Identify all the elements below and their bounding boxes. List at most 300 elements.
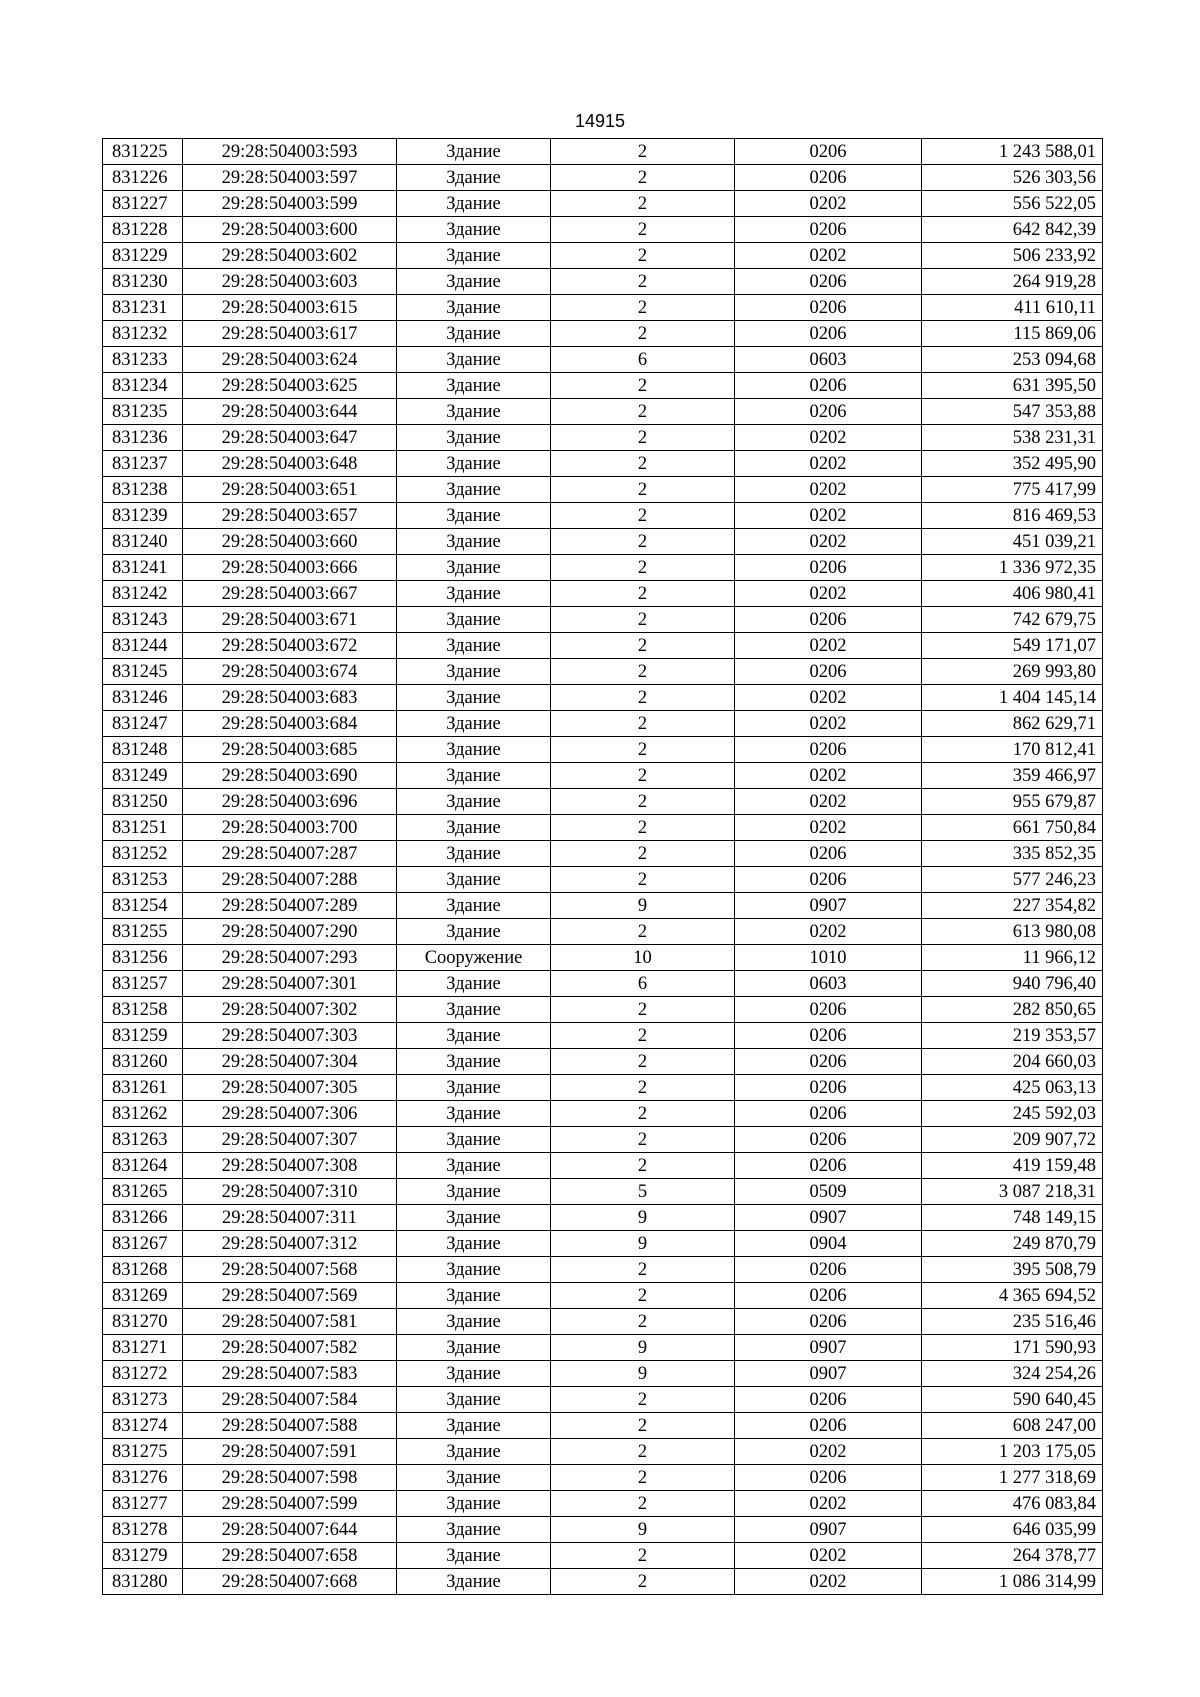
cadastral-value-cell: 171 590,93 [922,1335,1103,1361]
row-number-cell: 831253 [103,867,183,893]
table-row [103,1439,1103,1465]
object-type-cell: Здание [397,633,551,659]
cadastral-value-cell: 538 231,31 [922,425,1103,451]
object-type-cell: Здание [397,659,551,685]
cadastral-value-cell: 451 039,21 [922,529,1103,555]
cadastral-number-cell: 29:28:504003:617 [183,321,397,347]
row-number-cell: 831255 [103,919,183,945]
object-type-cell: Здание [397,763,551,789]
cadastral-value-cell: 608 247,00 [922,1413,1103,1439]
cadastral-value-cell: 955 679,87 [922,789,1103,815]
row-number-cell: 831274 [103,1413,183,1439]
cadastral-number-cell: 29:28:504007:293 [183,945,397,971]
subgroup-code-cell: 0206 [735,1049,922,1075]
cadastral-value-cell: 209 907,72 [922,1127,1103,1153]
group-number-cell: 2 [551,867,735,893]
subgroup-code-cell: 0603 [735,971,922,997]
cadastral-number-cell: 29:28:504003:671 [183,607,397,633]
group-number-cell: 2 [551,191,735,217]
cadastral-value-cell: 4 365 694,52 [922,1283,1103,1309]
row-number-cell: 831266 [103,1205,183,1231]
table-row [103,451,1103,477]
object-type-cell: Здание [397,607,551,633]
group-number-cell: 10 [551,945,735,971]
group-number-cell: 2 [551,711,735,737]
subgroup-code-cell: 0206 [735,139,922,165]
cadastral-value-cell: 249 870,79 [922,1231,1103,1257]
object-type-cell: Здание [397,1465,551,1491]
cadastral-number-cell: 29:28:504003:648 [183,451,397,477]
row-number-cell: 831268 [103,1257,183,1283]
row-number-cell: 831256 [103,945,183,971]
subgroup-code-cell: 0202 [735,243,922,269]
object-type-cell: Здание [397,1491,551,1517]
table-row [103,919,1103,945]
cadastral-value-cell: 577 246,23 [922,867,1103,893]
table-row [103,1361,1103,1387]
cadastral-number-cell: 29:28:504007:305 [183,1075,397,1101]
subgroup-code-cell: 0202 [735,451,922,477]
table-row [103,1075,1103,1101]
table-row [103,191,1103,217]
cadastral-value-cell: 425 063,13 [922,1075,1103,1101]
cadastral-number-cell: 29:28:504007:599 [183,1491,397,1517]
object-type-cell: Сооружение [397,945,551,971]
table-row [103,1205,1103,1231]
object-type-cell: Здание [397,1413,551,1439]
group-number-cell: 2 [551,841,735,867]
table-row [103,1543,1103,1569]
subgroup-code-cell: 0202 [735,191,922,217]
object-type-cell: Здание [397,529,551,555]
subgroup-code-cell: 0206 [735,1075,922,1101]
table-row [103,789,1103,815]
table-row [103,347,1103,373]
row-number-cell: 831241 [103,555,183,581]
cadastral-value-cell: 549 171,07 [922,633,1103,659]
row-number-cell: 831257 [103,971,183,997]
cadastral-number-cell: 29:28:504003:685 [183,737,397,763]
row-number-cell: 831249 [103,763,183,789]
object-type-cell: Здание [397,789,551,815]
table-row [103,1023,1103,1049]
object-type-cell: Здание [397,347,551,373]
table-row [103,711,1103,737]
cadastral-value-cell: 775 417,99 [922,477,1103,503]
cadastral-value-cell: 3 087 218,31 [922,1179,1103,1205]
cadastral-value-cell: 204 660,03 [922,1049,1103,1075]
group-number-cell: 2 [551,607,735,633]
object-type-cell: Здание [397,867,551,893]
subgroup-code-cell: 0206 [735,555,922,581]
subgroup-code-cell: 0202 [735,1543,922,1569]
subgroup-code-cell: 0509 [735,1179,922,1205]
subgroup-code-cell: 0202 [735,711,922,737]
group-number-cell: 2 [551,1153,735,1179]
row-number-cell: 831234 [103,373,183,399]
cadastral-number-cell: 29:28:504007:289 [183,893,397,919]
object-type-cell: Здание [397,555,551,581]
group-number-cell: 9 [551,1335,735,1361]
group-number-cell: 2 [551,581,735,607]
cadastral-value-cell: 547 353,88 [922,399,1103,425]
object-type-cell: Здание [397,191,551,217]
group-number-cell: 2 [551,269,735,295]
table-row [103,685,1103,711]
object-type-cell: Здание [397,477,551,503]
cadastral-number-cell: 29:28:504003:597 [183,165,397,191]
object-type-cell: Здание [397,399,551,425]
cadastral-number-cell: 29:28:504003:615 [183,295,397,321]
group-number-cell: 6 [551,971,735,997]
table-row [103,425,1103,451]
row-number-cell: 831264 [103,1153,183,1179]
row-number-cell: 831237 [103,451,183,477]
subgroup-code-cell: 0202 [735,425,922,451]
subgroup-code-cell: 0206 [735,269,922,295]
subgroup-code-cell: 0206 [735,841,922,867]
row-number-cell: 831247 [103,711,183,737]
row-number-cell: 831252 [103,841,183,867]
object-type-cell: Здание [397,503,551,529]
row-number-cell: 831254 [103,893,183,919]
subgroup-code-cell: 0206 [735,1127,922,1153]
table-row [103,841,1103,867]
subgroup-code-cell: 0206 [735,867,922,893]
subgroup-code-cell: 0202 [735,789,922,815]
cadastral-number-cell: 29:28:504007:568 [183,1257,397,1283]
cadastral-value-cell: 419 159,48 [922,1153,1103,1179]
object-type-cell: Здание [397,1205,551,1231]
group-number-cell: 2 [551,789,735,815]
row-number-cell: 831239 [103,503,183,529]
subgroup-code-cell: 0206 [735,1387,922,1413]
cadastral-number-cell: 29:28:504003:602 [183,243,397,269]
row-number-cell: 831278 [103,1517,183,1543]
subgroup-code-cell: 0206 [735,1257,922,1283]
group-number-cell: 2 [551,1257,735,1283]
table-row [103,893,1103,919]
object-type-cell: Здание [397,269,551,295]
cadastral-value-cell: 1 336 972,35 [922,555,1103,581]
cadastral-number-cell: 29:28:504007:644 [183,1517,397,1543]
table-row [103,867,1103,893]
group-number-cell: 2 [551,243,735,269]
table-row [103,945,1103,971]
group-number-cell: 2 [551,529,735,555]
object-type-cell: Здание [397,1231,551,1257]
subgroup-code-cell: 0202 [735,503,922,529]
table-row [103,1491,1103,1517]
cadastral-value-cell: 245 592,03 [922,1101,1103,1127]
cadastral-value-cell: 324 254,26 [922,1361,1103,1387]
object-type-cell: Здание [397,1049,551,1075]
cadastral-number-cell: 29:28:504003:674 [183,659,397,685]
cadastral-number-cell: 29:28:504007:288 [183,867,397,893]
cadastral-number-cell: 29:28:504003:690 [183,763,397,789]
cadastral-value-cell: 11 966,12 [922,945,1103,971]
table-row [103,529,1103,555]
table-row [103,1257,1103,1283]
object-type-cell: Здание [397,1387,551,1413]
group-number-cell: 2 [551,1413,735,1439]
cadastral-value-cell: 556 522,05 [922,191,1103,217]
object-type-cell: Здание [397,1309,551,1335]
cadastral-number-cell: 29:28:504003:651 [183,477,397,503]
cadastral-number-cell: 29:28:504003:683 [183,685,397,711]
subgroup-code-cell: 0202 [735,763,922,789]
cadastral-value-cell: 1 243 588,01 [922,139,1103,165]
cadastral-value-cell: 476 083,84 [922,1491,1103,1517]
cadastral-value-cell: 646 035,99 [922,1517,1103,1543]
object-type-cell: Здание [397,1439,551,1465]
table-row [103,1127,1103,1153]
group-number-cell: 2 [551,815,735,841]
cadastral-number-cell: 29:28:504003:672 [183,633,397,659]
object-type-cell: Здание [397,893,551,919]
cadastral-value-cell: 816 469,53 [922,503,1103,529]
table-row [103,737,1103,763]
row-number-cell: 831246 [103,685,183,711]
group-number-cell: 2 [551,1387,735,1413]
cadastral-number-cell: 29:28:504007:310 [183,1179,397,1205]
group-number-cell: 2 [551,373,735,399]
subgroup-code-cell: 0202 [735,529,922,555]
cadastral-number-cell: 29:28:504007:668 [183,1569,397,1595]
row-number-cell: 831271 [103,1335,183,1361]
table-row [103,1101,1103,1127]
cadastral-value-table [102,138,1103,1595]
subgroup-code-cell: 0907 [735,1335,922,1361]
table-row [103,1413,1103,1439]
row-number-cell: 831227 [103,191,183,217]
subgroup-code-cell: 0206 [735,997,922,1023]
cadastral-value-cell: 115 869,06 [922,321,1103,347]
group-number-cell: 2 [551,763,735,789]
group-number-cell: 2 [551,217,735,243]
cadastral-number-cell: 29:28:504003:624 [183,347,397,373]
group-number-cell: 2 [551,1283,735,1309]
cadastral-value-cell: 742 679,75 [922,607,1103,633]
subgroup-code-cell: 0206 [735,217,922,243]
object-type-cell: Здание [397,815,551,841]
row-number-cell: 831263 [103,1127,183,1153]
cadastral-number-cell: 29:28:504007:583 [183,1361,397,1387]
table-row [103,659,1103,685]
table-row [103,815,1103,841]
subgroup-code-cell: 0206 [735,607,922,633]
subgroup-code-cell: 0202 [735,1569,922,1595]
row-number-cell: 831248 [103,737,183,763]
group-number-cell: 9 [551,1361,735,1387]
cadastral-number-cell: 29:28:504007:308 [183,1153,397,1179]
object-type-cell: Здание [397,1543,551,1569]
table-row [103,1569,1103,1595]
subgroup-code-cell: 0206 [735,321,922,347]
cadastral-value-cell: 1 277 318,69 [922,1465,1103,1491]
object-type-cell: Здание [397,1361,551,1387]
cadastral-value-cell: 335 852,35 [922,841,1103,867]
subgroup-code-cell: 0206 [735,1023,922,1049]
table-row [103,1283,1103,1309]
subgroup-code-cell: 0206 [735,659,922,685]
cadastral-value-cell: 269 993,80 [922,659,1103,685]
table-row [103,139,1103,165]
cadastral-number-cell: 29:28:504007:290 [183,919,397,945]
subgroup-code-cell: 0206 [735,165,922,191]
cadastral-number-cell: 29:28:504003:700 [183,815,397,841]
object-type-cell: Здание [397,711,551,737]
cadastral-number-cell: 29:28:504007:307 [183,1127,397,1153]
table-row [103,581,1103,607]
subgroup-code-cell: 0202 [735,815,922,841]
object-type-cell: Здание [397,971,551,997]
subgroup-code-cell: 0907 [735,1205,922,1231]
table-row [103,477,1103,503]
object-type-cell: Здание [397,1101,551,1127]
subgroup-code-cell: 0206 [735,1283,922,1309]
row-number-cell: 831272 [103,1361,183,1387]
cadastral-value-cell: 862 629,71 [922,711,1103,737]
group-number-cell: 2 [551,1101,735,1127]
cadastral-number-cell: 29:28:504007:591 [183,1439,397,1465]
table-row [103,243,1103,269]
object-type-cell: Здание [397,295,551,321]
group-number-cell: 2 [551,1023,735,1049]
table-row [103,633,1103,659]
table-row [103,1387,1103,1413]
subgroup-code-cell: 0202 [735,581,922,607]
row-number-cell: 831259 [103,1023,183,1049]
row-number-cell: 831267 [103,1231,183,1257]
group-number-cell: 2 [551,1569,735,1595]
object-type-cell: Здание [397,1023,551,1049]
object-type-cell: Здание [397,425,551,451]
group-number-cell: 2 [551,165,735,191]
subgroup-code-cell: 0206 [735,1413,922,1439]
cadastral-value-cell: 1 086 314,99 [922,1569,1103,1595]
subgroup-code-cell: 0603 [735,347,922,373]
cadastral-number-cell: 29:28:504007:658 [183,1543,397,1569]
row-number-cell: 831240 [103,529,183,555]
group-number-cell: 2 [551,633,735,659]
page-number: 14915 [574,111,626,131]
cadastral-number-cell: 29:28:504007:588 [183,1413,397,1439]
object-type-cell: Здание [397,321,551,347]
row-number-cell: 831277 [103,1491,183,1517]
subgroup-code-cell: 0206 [735,295,922,321]
cadastral-value-cell: 235 516,46 [922,1309,1103,1335]
table-row [103,503,1103,529]
table-row [103,1231,1103,1257]
subgroup-code-cell: 0206 [735,1309,922,1335]
row-number-cell: 831229 [103,243,183,269]
object-type-cell: Здание [397,1127,551,1153]
table-row [103,165,1103,191]
cadastral-number-cell: 29:28:504007:304 [183,1049,397,1075]
table-row [103,1309,1103,1335]
group-number-cell: 2 [551,555,735,581]
row-number-cell: 831226 [103,165,183,191]
cadastral-value-cell: 253 094,68 [922,347,1103,373]
cadastral-number-cell: 29:28:504007:581 [183,1309,397,1335]
subgroup-code-cell: 1010 [735,945,922,971]
object-type-cell: Здание [397,1075,551,1101]
row-number-cell: 831251 [103,815,183,841]
subgroup-code-cell: 0907 [735,1361,922,1387]
cadastral-number-cell: 29:28:504003:600 [183,217,397,243]
object-type-cell: Здание [397,1335,551,1361]
group-number-cell: 2 [551,685,735,711]
cadastral-number-cell: 29:28:504007:303 [183,1023,397,1049]
cadastral-value-cell: 411 610,11 [922,295,1103,321]
table-row [103,399,1103,425]
subgroup-code-cell: 0206 [735,1465,922,1491]
group-number-cell: 2 [551,139,735,165]
table-row [103,997,1103,1023]
group-number-cell: 2 [551,425,735,451]
cadastral-number-cell: 29:28:504003:599 [183,191,397,217]
row-number-cell: 831225 [103,139,183,165]
group-number-cell: 2 [551,1049,735,1075]
group-number-cell: 9 [551,1205,735,1231]
row-number-cell: 831275 [103,1439,183,1465]
row-number-cell: 831279 [103,1543,183,1569]
cadastral-number-cell: 29:28:504003:696 [183,789,397,815]
table-row [103,321,1103,347]
cadastral-value-cell: 526 303,56 [922,165,1103,191]
cadastral-number-cell: 29:28:504007:569 [183,1283,397,1309]
cadastral-value-cell: 406 980,41 [922,581,1103,607]
subgroup-code-cell: 0202 [735,633,922,659]
group-number-cell: 2 [551,399,735,425]
subgroup-code-cell: 0202 [735,1439,922,1465]
cadastral-number-cell: 29:28:504007:302 [183,997,397,1023]
row-number-cell: 831280 [103,1569,183,1595]
cadastral-value-cell: 264 919,28 [922,269,1103,295]
cadastral-value-cell: 590 640,45 [922,1387,1103,1413]
object-type-cell: Здание [397,451,551,477]
group-number-cell: 2 [551,503,735,529]
object-type-cell: Здание [397,685,551,711]
subgroup-code-cell: 0202 [735,1491,922,1517]
object-type-cell: Здание [397,997,551,1023]
subgroup-code-cell: 0202 [735,477,922,503]
cadastral-number-cell: 29:28:504003:657 [183,503,397,529]
table-row [103,1179,1103,1205]
row-number-cell: 831262 [103,1101,183,1127]
object-type-cell: Здание [397,1179,551,1205]
group-number-cell: 9 [551,1231,735,1257]
group-number-cell: 2 [551,477,735,503]
subgroup-code-cell: 0907 [735,1517,922,1543]
cadastral-number-cell: 29:28:504007:598 [183,1465,397,1491]
cadastral-value-cell: 170 812,41 [922,737,1103,763]
table-row [103,971,1103,997]
row-number-cell: 831269 [103,1283,183,1309]
group-number-cell: 9 [551,1517,735,1543]
row-number-cell: 831244 [103,633,183,659]
group-number-cell: 2 [551,919,735,945]
object-type-cell: Здание [397,737,551,763]
group-number-cell: 9 [551,893,735,919]
table-row [103,1049,1103,1075]
group-number-cell: 2 [551,295,735,321]
object-type-cell: Здание [397,165,551,191]
cadastral-value-cell: 352 495,90 [922,451,1103,477]
object-type-cell: Здание [397,243,551,269]
subgroup-code-cell: 0206 [735,399,922,425]
